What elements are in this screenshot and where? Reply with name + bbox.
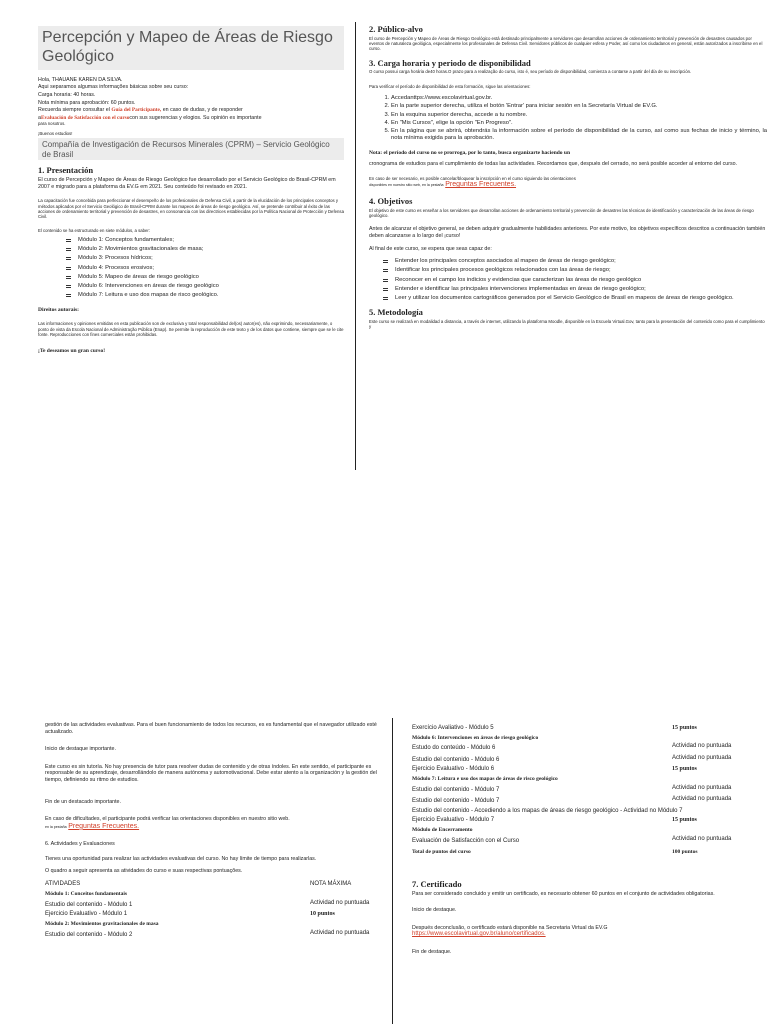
list-item: Leer y utilizar los documentos cartográficos generados por el Servicio Geológico de Brasil en mapeos de áreas de riesgo geológico. bbox=[383, 295, 767, 302]
header-activities: ATIVIDADES bbox=[45, 881, 81, 888]
table-row: Módulo 2: Movimientos gravitacionales de masa bbox=[45, 920, 159, 927]
good-study: ¡Buenos estudios! bbox=[38, 130, 73, 136]
consult-text-2: en caso de dudas, y de responder bbox=[162, 107, 243, 114]
section-7-end: Fin de destaque. bbox=[412, 948, 452, 955]
title-box bbox=[38, 26, 344, 70]
section-4-p3: Al final de este curso, se espera que seas capaz de: bbox=[369, 245, 492, 252]
min-grade: Nota mínima para aprobación: 60 puntos. bbox=[38, 99, 136, 106]
list-item: Módulo 5: Mapeo de áreas de riesgo geológico bbox=[66, 274, 344, 281]
section-3-verify: Para verificar el período de disponibilidad de esta formación, sigue las orientaciones: bbox=[369, 83, 531, 89]
module-list bbox=[66, 237, 344, 300]
activities-table bbox=[45, 880, 380, 940]
difficulty-text: En caso de dificultades, el participante podrá verificar las orientaciones disponibles en nuestro sitio web. bbox=[45, 816, 290, 823]
section-3-text: O curso possui carga horária de40 horas.O prazo para a realização do curso, isto é, seu período de disponibilidad, comienza a contarse a partir del día de su inscripción. bbox=[369, 69, 692, 75]
list-item: Módulo 2: Movimientos gravitacionales de masa; bbox=[66, 246, 344, 253]
section-2-text: El curso de Percepción y Mapeo de Áreas de Riesgo Geológico está destinado principalmente a servidores que desarrollan acciones de ordenamiento territorial y prevención de desastres causados por eventos de naturaleza geológica, especialmente los profesionales de Defensa Civil. Servidores públicos de cualquier esfera y Poder, así como los ciudadanos en general, están autorizados a inscribirse en el curso. bbox=[369, 35, 763, 52]
faq-link[interactable]: Preguntas Frecuentes. bbox=[445, 181, 517, 189]
list-item: Módulo 3: Procesos hídricos; bbox=[66, 255, 344, 262]
document-title: Percepción y Mapeo de Áreas de Riesgo Geológico bbox=[42, 29, 333, 65]
list-item: Módulo 7: Leitura e uso dos mapas de risco geológico. bbox=[66, 292, 344, 299]
steps-list bbox=[391, 95, 767, 142]
section-3-heading: 3. Carga horaria y periodo de disponibilidad bbox=[369, 57, 531, 68]
list-item: 2. En la parte superior derecha, utiliza el botón 'Entrar' para iniciar sesión en la Secretaría Virtual de EV.G. bbox=[391, 103, 767, 110]
table-row: Ejercicio Evaluativo - Módulo 6 15 puntos bbox=[412, 766, 697, 773]
table-row: Ejercicio Evaluativo - Módulo 7 15 puntos bbox=[412, 817, 697, 824]
section-2-heading: 2. Público-alvo bbox=[369, 24, 423, 34]
note-heading: Nota: el período del curso no se prorroga, por lo tanto, busca organizarte haciendo un bbox=[369, 150, 571, 157]
difficulty-small: en la pestaña bbox=[45, 824, 67, 829]
page-2 bbox=[0, 718, 768, 1024]
org-box bbox=[38, 138, 344, 160]
list-item: Módulo 4: Procesos erosivos; bbox=[66, 265, 344, 272]
evaluation-link[interactable]: Evaluación de Satisfacción con el curso bbox=[40, 114, 130, 121]
table-row: Módulo de Encerramento bbox=[412, 826, 473, 833]
faq-link-2[interactable]: Preguntas Frecuentes. bbox=[68, 822, 140, 830]
section-5-text: Este curso se realizará en modalidad a distancia, a través de internet, utilizando la plataforma Moodle, disponible en la Escuela Virtual.Gov, tanto para la presentación del contenido como para el cumplimiento y bbox=[369, 319, 765, 330]
section-4-heading: 4. Objetivos bbox=[369, 196, 413, 207]
hours: Carga horaria: 40 horas. bbox=[38, 91, 96, 98]
column-divider bbox=[392, 718, 393, 1024]
cancel-small: disponibles en nuestro sitio web, en la pestaña bbox=[369, 183, 444, 188]
highlight-start: Inicio de destaque importante. bbox=[45, 746, 116, 753]
table-row: Estudio del contenido - Módulo 1 Actividad no puntuada bbox=[45, 899, 370, 908]
highlight-text: Este curso es sin tutoría. No hay presencia de tutor para resolver dudas de contenido y de otras índoles. En este sentido, el participante es responsable de su aprendizaje, desarrollándolo de manera autónoma y automotivacional. Debe estar atento a la organización y la gestión del tiempo, definiendo su ritmo de estudios. bbox=[45, 763, 377, 784]
table-row: Estudio del contenido - Módulo 7 Actividad no puntuada bbox=[412, 784, 732, 793]
page-1-right-column bbox=[369, 24, 767, 468]
intro: Aqui separamos algumas informações básicas sobre seu curso: bbox=[38, 84, 189, 91]
section-6-p1: Tienes una oportunidad para realizar las actividades evaluativas del curso. No hay límite de tiempo para realizarlas. bbox=[45, 856, 317, 863]
table-row: Módulo 7: Leitura e uso dos mapas de áreas de risco geológico bbox=[412, 775, 558, 782]
table-row: Estudo do conteúdo - Módulo 6 Actividad no puntuada bbox=[412, 743, 732, 752]
section-7-heading: 7. Certificado bbox=[412, 879, 462, 889]
section-5-heading: 5. Metodología bbox=[369, 307, 423, 318]
note-text: cronograma de estudios para el cumplimiento de todas las actividades. Recordamos que, después del cerrado, no será posible acceder al entorno del curso. bbox=[369, 161, 738, 168]
continued-text: gestión de las actividades evaluativas. Para el buen funcionamiento de todos los recursos, es es fundamental que el navegador utilizado esté actualizado. bbox=[45, 722, 377, 735]
table-row: Módulo 6: Intervenciones en áreas de riesgo geológico bbox=[412, 734, 539, 741]
table-row: Estudio del contenido - Módulo 7 Actividad no puntuada bbox=[412, 796, 732, 805]
page-1-left-column bbox=[38, 26, 344, 470]
list-item: 3. En la esquina superior derecha, accede a tu nombre. bbox=[391, 112, 767, 119]
page-2-right-column bbox=[412, 724, 742, 1024]
consult-text: Recuerda siempre consultar el bbox=[38, 107, 110, 114]
table-header bbox=[45, 880, 380, 890]
closing: ¡Te deseamos un gran curso! bbox=[38, 347, 106, 354]
list-item: 5. En la página que se abrirá, obtendrás la información sobre el período de disponibilidad de la curso, así como sus fechas de inicio y término, la nota mínima exigida para la aprobación. bbox=[391, 128, 767, 142]
column-divider bbox=[355, 22, 356, 470]
list-item: Reconocer en el campo los indicios y evidencias que caracterizan las áreas de riesgo geológico bbox=[383, 277, 767, 284]
section-1-p2: La capacitación fue concebida para perfeccionar el desempeño de los profesionales de Defensa Civil, a partir de la elucidación de los principales conceptos y métodos aplicados por el Servicio Geológico de Brasil-CPRM durante los mapeos de áreas de riesgo geológico. Así, se pretende contribuir al éxito de las acciones de ordenamiento territorial y prevención de desastres, en consonancia con las directrices establecidas por la Política Nacional de Protección y Defensa Civil. bbox=[38, 198, 344, 220]
table-row: Estudio del contenido - Accediendo a los mapas de áreas de riesgo geológico - Actividad no Módulo 7 bbox=[412, 807, 683, 814]
list-item: Módulo 6: Intervenciones en áreas de riesgo geológico bbox=[66, 283, 344, 290]
for-us: para nosotros. bbox=[38, 121, 66, 127]
section-1-heading: 1. Presentación bbox=[38, 165, 94, 176]
list-item: 4. En "Mis Cursos", elige la opción "En Progreso". bbox=[391, 120, 767, 127]
table-row: Evaluación de Satisfacción con el Curso Actividad no puntuada bbox=[412, 835, 732, 844]
highlight-end: Fin de un destacado importante. bbox=[45, 798, 121, 805]
section-1-p1: El curso de Percepción y Mapeo de Áreas de Riesgo Geológico fue desarrollado por el Servicio Geológico do Brasil-CPRM em 2007 e migrado para a plataforma da EV.G em 2021. Seu conteúdo foi revisado en 2021. bbox=[38, 176, 336, 190]
page-2-left-column bbox=[45, 722, 380, 1024]
rights-text: Las informaciones y opiniones emitidas en esta publicación son de exclusiva y total responsabilidad del(os) autor(es), não exprimindo, necessariamente, o ponto de vista da Escola Nacional de Administração Pública (Enap). Se permite la reproducción de este texto y de los datos que contiene, siempre que se le cite fonte. Reproducciones con fines comerciales están prohibidas. bbox=[38, 321, 344, 338]
page-1 bbox=[0, 20, 768, 472]
table-row: Total de puntos del curso 100 puntos bbox=[412, 849, 698, 856]
table-row: Estudio del contenido - Módulo 2 Actividad no puntuada bbox=[45, 929, 370, 938]
section-4-p2: Antes de alcanzar el objetivo general, se deben adquirir gradualmente habilidades anteriores. Por este motivo, los objetivos específicos descritos a continuación también deben alcanzarse a lo largo del ¡curso! bbox=[369, 226, 766, 239]
greeting: Hola, THAUANE KAREN DA SILVA. bbox=[38, 76, 123, 83]
header-max-grade: NOTA MÁXIMA bbox=[310, 881, 352, 888]
objectives-list bbox=[383, 258, 767, 302]
section-1-p3: El contenido se ha estructurado en siete módulos, a saber: bbox=[38, 227, 151, 233]
section-6-heading: 6. Actividades y Evaluaciones bbox=[45, 840, 115, 847]
table-row: Estudio del contenido - Módulo 6 Actividad no puntuada bbox=[412, 754, 732, 763]
table-row: Exercício Avaliativo - Módulo 5 15 puntos bbox=[412, 725, 697, 731]
cancel-text: En caso de ser necesario, es posible cancelar/bloquear la inscripción en el curso siguiendo las orientaciones bbox=[369, 175, 576, 181]
list-item: Entender e identificar las principales intervenciones implementadas en áreas de riesgo geológico; bbox=[383, 286, 767, 293]
section-7-text: Para ser considerado concluido y emitir un certificado, es necesario obtener 60 puntos en el conjunto de actividades obligatorias. bbox=[412, 890, 715, 897]
section-7-after: Después deconclusão, o certificado estará disponible na Secretaria Virtual da EV.G bbox=[412, 924, 608, 931]
guide-link[interactable]: Guía del Participante, bbox=[111, 107, 162, 114]
organization: Compañía de Investigación de Recursos Minerales (CPRM) – Servicio Geológico de Brasil bbox=[42, 140, 330, 159]
activities-table-cont bbox=[412, 724, 742, 857]
certificate-link[interactable]: https://www.escolavirtual.gov.br/aluno/certificados. bbox=[412, 931, 546, 938]
rights-heading: Direitos autorais: bbox=[38, 306, 79, 313]
section-6-p2: O quadro a seguir apresenta as atividades do curso e suas respectivas pontuações. bbox=[45, 867, 243, 874]
table-row: Ejercicio Evaluativo - Módulo 1 10 puntos bbox=[45, 911, 335, 918]
eval-text: a bbox=[38, 114, 41, 121]
list-item: Identificar los principales procesos geológicos relacionados con las áreas de riesgo; bbox=[383, 267, 767, 274]
eval-text-2: con sus sugerencias y elogios. Su opinión es importante bbox=[129, 114, 262, 121]
table-row: Módulo 1: Conceitos fundamentais bbox=[45, 890, 128, 897]
list-item: Módulo 1: Conceptos fundamentales; bbox=[66, 237, 344, 244]
section-7-start: Inicio de destaque. bbox=[412, 907, 457, 914]
section-4-p1: El objetivo de este curso es enseñar a los servidores que desarrollan acciones de ordenamiento territorial y prevención de desastres las técnicas de identificación y caracterización de las áreas de riesgo geológico. bbox=[369, 207, 754, 219]
list-item: Entender los principales conceptos asociados al mapeo de áreas de riesgo geológico; bbox=[383, 258, 767, 265]
list-item: 1. Accedanttps://www.escolavirtual.gov.br. bbox=[391, 95, 767, 102]
